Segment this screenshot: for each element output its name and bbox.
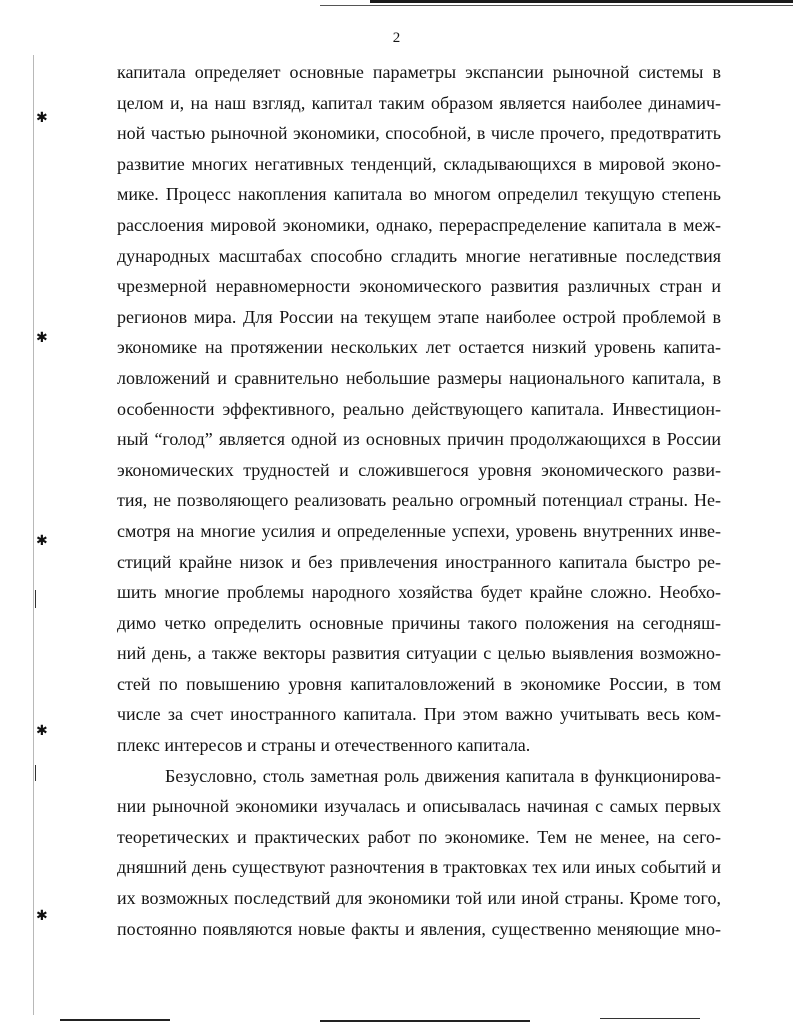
text-line-paragraph-start: Безусловно, столь заметная роль движения капитала в функционирова- xyxy=(165,765,721,786)
text-line: стей по повышению уровня капиталовложений в экономике России, в том xyxy=(117,673,721,694)
text-line-paragraph-end: плекс интересов и страны и отечественного капитала. xyxy=(117,735,531,756)
text-line: дняшний день существуют разночтения в трактовках тех или иных событий и xyxy=(117,857,721,878)
text-line: шить многие проблемы народного хозяйства будет крайне сложно. Необхо- xyxy=(117,582,721,603)
text-line: числе за счет иностранного капитала. При этом важно учитывать весь ком- xyxy=(117,704,721,725)
text-line: ный “голод” является одной из основных причин продолжающихся в России xyxy=(117,429,721,450)
margin-star-icon: ✱ xyxy=(36,111,48,126)
text-line: димо четко определить основные причины такого положения на сегодняш- xyxy=(117,612,721,633)
margin-star-icon: ✱ xyxy=(36,909,48,924)
margin-tick-mark xyxy=(35,590,36,608)
text-line: чрезмерной неравномерности экономического развития различных стран и xyxy=(117,276,721,297)
text-line: постоянно появляются новые факты и явления, существенно меняющие мно- xyxy=(117,918,721,939)
body-text xyxy=(117,57,721,944)
text-line: смотря на многие усилия и определенные успехи, уровень внутренних инве- xyxy=(117,520,721,541)
text-line: теоретических и практических работ по экономике. Тем не менее, на сего- xyxy=(117,826,721,847)
margin-tick-mark xyxy=(35,765,36,781)
margin-star-icon: ✱ xyxy=(36,724,48,739)
text-line: капитала определяет основные параметры экспансии рыночной системы в xyxy=(117,62,721,82)
text-line: экономических трудностей и сложившегося уровня экономического разви- xyxy=(117,459,721,480)
text-line: нии рыночной экономики изучалась и описывалась начиная с самых первых xyxy=(117,796,721,817)
text-line: расслоения мировой экономики, однако, перераспределение капитала в меж- xyxy=(117,214,721,235)
scan-artifact-bottom xyxy=(320,1020,530,1022)
scan-artifact-bottom xyxy=(60,1019,170,1021)
scan-artifact-top xyxy=(370,0,793,3)
margin-star-icon: ✱ xyxy=(36,534,48,549)
text-line: особенности эффективного, реально действующего капитала. Инвестицион- xyxy=(117,398,721,419)
margin-star-icon: ✱ xyxy=(36,331,48,346)
text-line: экономике на протяжении нескольких лет остается низкий уровень капита- xyxy=(117,337,721,358)
text-line: мике. Процесс накопления капитала во многом определил текущую степень xyxy=(117,184,721,205)
text-line: регионов мира. Для России на текущем этапе наиболее острой проблемой в xyxy=(117,306,721,327)
text-line: ловложений и сравнительно небольшие размеры национального капитала, в xyxy=(117,367,721,388)
text-line: ний день, а также векторы развития ситуации с целью выявления возможно- xyxy=(117,643,721,664)
text-line: ной частью рыночной экономики, способной, в числе прочего, предотвратить xyxy=(117,123,721,144)
scan-artifact-top-thin xyxy=(320,5,793,6)
scan-artifact-left-edge xyxy=(33,55,34,1015)
text-line: целом и, на наш взгляд, капитал таким образом является наиболее динамич- xyxy=(117,92,721,113)
scan-artifact-bottom xyxy=(600,1018,700,1019)
text-line: стиций крайне низок и без привлечения иностранного капитала быстро ре- xyxy=(117,551,721,572)
text-line: развитие многих негативных тенденций, складывающихся в мировой эконо- xyxy=(117,153,721,174)
text-line: их возможных последствий для экономики той или иной страны. Кроме того, xyxy=(117,888,721,909)
text-line: тия, не позволяющего реализовать реально огромный потенциал страны. Не- xyxy=(117,490,721,511)
page-number: 2 xyxy=(392,30,401,46)
text-line: дународных масштабах способно сгладить многие негативные последствия xyxy=(117,245,721,266)
